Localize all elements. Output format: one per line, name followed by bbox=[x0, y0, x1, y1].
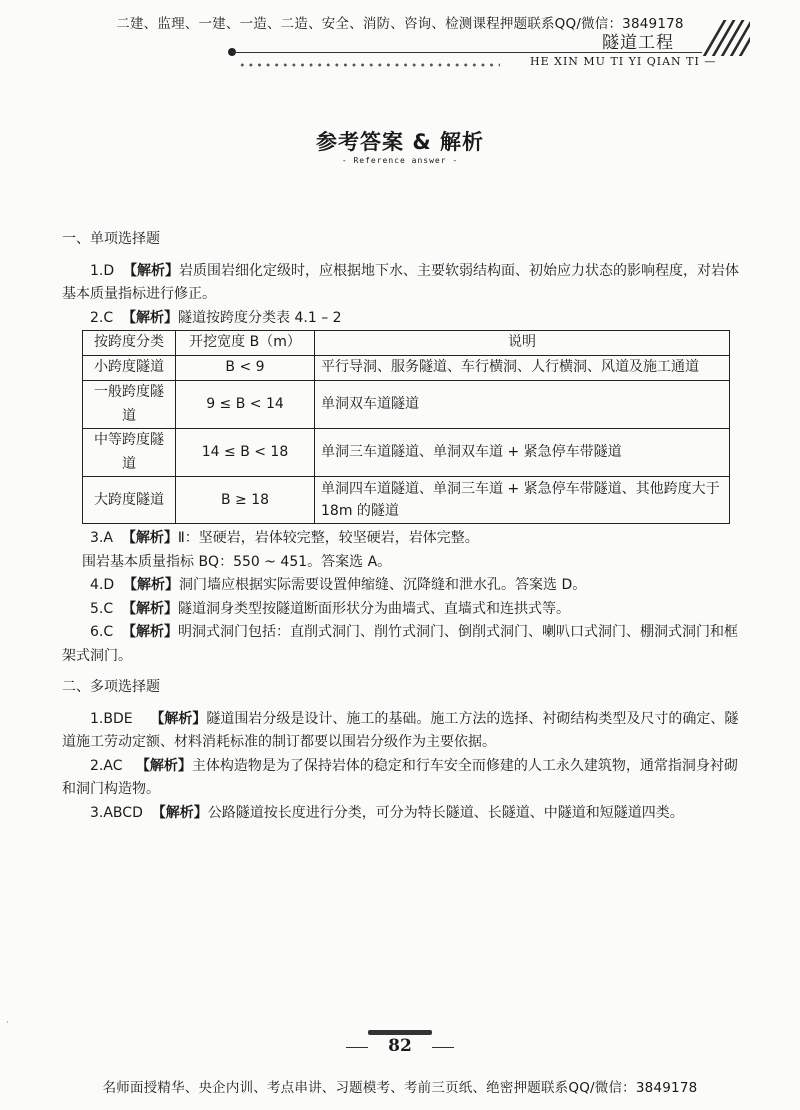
table-cell: B ≥ 18 bbox=[176, 477, 315, 524]
table-header-row bbox=[83, 331, 730, 356]
table-cell: 一般跨度隧道 bbox=[83, 381, 176, 429]
analysis-tag: 【解析】 bbox=[121, 530, 178, 546]
analysis-tag: 【解析】 bbox=[123, 262, 180, 279]
analysis-tag: 【解析】 bbox=[151, 804, 208, 821]
page-number-ornament bbox=[368, 1030, 432, 1035]
answer-number: 4.D bbox=[90, 577, 115, 593]
answer-text: 隧道按跨度分类表 4.1 – 2 bbox=[178, 309, 342, 326]
answer-number: 1.D bbox=[90, 262, 115, 279]
section-multiple-choice-heading: 二、多项选择题 bbox=[62, 679, 160, 695]
table-cell: 单洞四车道隧道、单洞三车道 + 紧急停车带隧道、其他跨度大于 18m 的隧道 bbox=[315, 477, 730, 524]
answer-text: Ⅱ：坚硬岩，岩体较完整，较坚硬岩，岩体完整。 bbox=[177, 530, 479, 546]
answer-number: 6.C bbox=[90, 624, 114, 640]
answer-multi-3 bbox=[62, 802, 742, 826]
tunnel-span-classification-table bbox=[82, 330, 730, 524]
table-header-cell: 按跨度分类 bbox=[83, 331, 176, 356]
answer-number: 3.A bbox=[90, 530, 113, 546]
answer-single-4 bbox=[62, 574, 742, 598]
analysis-tag: 【解析】 bbox=[122, 309, 179, 326]
answer-single-3-continuation: 围岩基本质量指标 BQ：550 ~ 451。答案选 A。 bbox=[82, 553, 392, 570]
table-cell: 小跨度隧道 bbox=[83, 356, 176, 381]
analysis-tag: 【解析】 bbox=[135, 757, 192, 774]
answer-number: 2.AC bbox=[90, 757, 123, 774]
answer-text: 明洞式洞门包括：直削式洞门、削竹式洞门、倒削式洞门、喇叭口式洞门、棚洞式洞门和框架式洞门。 bbox=[62, 624, 739, 664]
answer-text: 公路隧道按长度进行分类，可分为特长隧道、长隧道、中隧道和短隧道四类。 bbox=[207, 804, 684, 821]
answer-single-5 bbox=[62, 598, 742, 622]
answer-single-2 bbox=[62, 307, 742, 331]
answer-text: 岩质围岩细化定级时，应根据地下水、主要软弱结构面、初始应力状态的影响程度，对岩体基本质量指标进行修正。 bbox=[62, 262, 740, 302]
answer-number: 1.BDE bbox=[90, 710, 133, 727]
table-cell: 单洞三车道隧道、单洞双车道 + 紧急停车带隧道 bbox=[315, 429, 730, 477]
chapter-title: 隧道工程 bbox=[602, 33, 674, 53]
chapter-pinyin: HE XIN MU TI YI QIAN TI — bbox=[530, 55, 717, 68]
answer-title: 参考答案 & 解析 bbox=[316, 130, 484, 154]
table-cell: 单洞双车道隧道 bbox=[315, 381, 730, 429]
answer-subtitle: - Reference answer - bbox=[341, 156, 459, 165]
table-cell: B < 9 bbox=[176, 356, 315, 381]
answer-number: 3.ABCD bbox=[90, 804, 143, 821]
answer-text: 洞门墙应根据实际需要设置伸缩缝、沉降缝和泄水孔。答案选 D。 bbox=[179, 577, 587, 593]
table-cell: 9 ≤ B < 14 bbox=[176, 381, 315, 429]
header-rule bbox=[232, 52, 702, 53]
analysis-tag: 【解析】 bbox=[123, 577, 180, 593]
table-cell: 中等跨度隧道 bbox=[83, 429, 176, 477]
table-header-cell: 开挖宽度 B（m） bbox=[176, 331, 315, 356]
scan-edge-mark: · bbox=[6, 1018, 9, 1028]
analysis-tag: 【解析】 bbox=[122, 600, 179, 617]
analysis-tag: 【解析】 bbox=[122, 624, 179, 640]
header-dotted-line bbox=[238, 62, 500, 68]
answer-number: 2.C bbox=[90, 309, 114, 326]
answer-text: 隧道洞身类型按隧道断面形状分为曲墙式、直墙式和连拱式等。 bbox=[178, 600, 571, 617]
section-single-choice-heading: 一、单项选择题 bbox=[62, 231, 160, 247]
top-contact-banner: 二建、监理、一建、一造、二造、安全、消防、咨询、检测课程押题联系QQ/微信：3849178 bbox=[116, 16, 684, 32]
answer-single-1 bbox=[62, 260, 742, 307]
answer-multi-2 bbox=[62, 755, 742, 802]
answer-single-3 bbox=[62, 527, 742, 551]
answer-number: 5.C bbox=[90, 600, 114, 617]
header-stripes-decoration bbox=[702, 20, 750, 56]
table-cell: 大跨度隧道 bbox=[83, 477, 176, 524]
answer-single-6 bbox=[62, 621, 742, 668]
table-cell: 平行导洞、服务隧道、车行横洞、人行横洞、风道及施工通道 bbox=[315, 356, 730, 381]
table-row bbox=[83, 477, 730, 524]
table-header-cell: 说明 bbox=[315, 331, 730, 356]
table-cell: 14 ≤ B < 18 bbox=[176, 429, 315, 477]
analysis-tag: 【解析】 bbox=[150, 710, 207, 727]
table-row bbox=[83, 381, 730, 429]
answer-text: 主体构造物是为了保持岩体的稳定和行车安全而修建的人工永久建筑物，通常指洞身衬砌和洞门构造物。 bbox=[62, 757, 738, 797]
answer-text: 隧道围岩分级是设计、施工的基础。施工方法的选择、衬砌结构类型及尺寸的确定、隧道施工劳动定额、材料消耗标准的制订都要以围岩分级作为主要依据。 bbox=[62, 710, 739, 750]
answer-multi-1 bbox=[62, 708, 742, 755]
bottom-contact-banner: 名师面授精华、央企内训、考点串讲、习题模考、考前三页纸、绝密押题联系QQ/微信：3849178 bbox=[102, 1080, 698, 1096]
table-row bbox=[83, 429, 730, 477]
table-row bbox=[83, 356, 730, 381]
page-number: 82 bbox=[388, 1036, 412, 1056]
answer-content bbox=[62, 228, 742, 825]
